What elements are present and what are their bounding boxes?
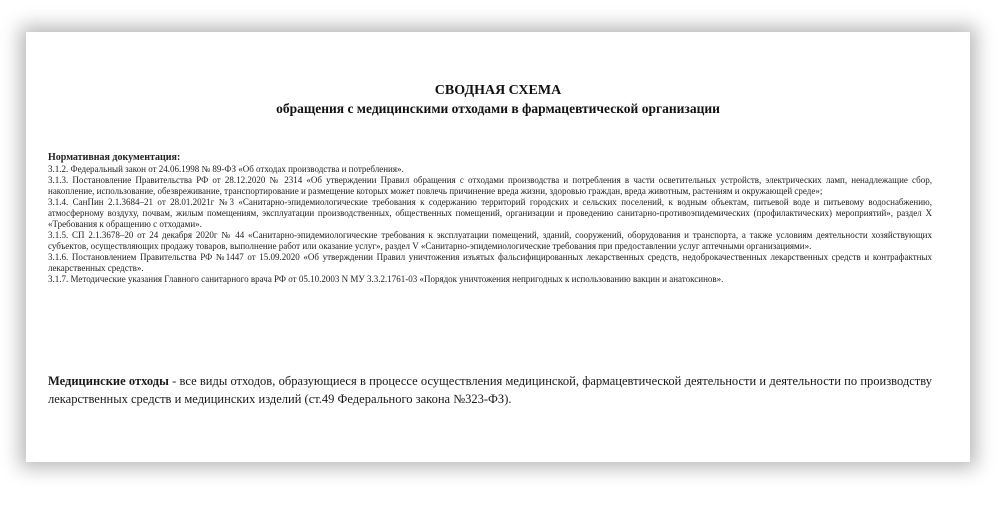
normative-item: 3.1.4. СанПин 2.1.3684–21 от 28.01.2021г №3 «Санитарно-эпидемиологические требования к содержанию территорий городских и сельских поселений, к водным объектам, питьевой воде и питьевому водоснабжению, атмосферному воздуху, почвам, жилым помещениям, эксплуатации производственных, общественных помещений, организации и проведению санитарно-противоэпидемических (профилактических) мероприятий», раздел Х «Требования к обращению с отходами».: [48, 197, 932, 229]
normative-heading: Нормативная документация:: [48, 152, 181, 163]
definition-term: Медицинские отходы: [48, 374, 169, 388]
normative-item: 3.1.5. СП 2.1.3678–20 от 24 декабря 2020г № 44 «Санитарно-эпидемиологические требования к эксплуатации помещений, зданий, сооружений, оборудования и транспорта, а также условиям деятельности хозяйствующих субъектов, осуществляющих продажу товаров, выполнение работ или оказание услуг», раздел V «Санитарно-эпидемиологические требования при предоставлении услуг аптечными организациями».: [48, 230, 932, 251]
normative-item: 3.1.7. Методические указания Главного санитарного врача РФ от 05.10.2003 N МУ 3.3.2.1761-03 «Порядок уничтожения непригодных к использованию вакцин и анатоксинов».: [48, 274, 724, 284]
definition-paragraph: [48, 372, 932, 408]
document-page: [26, 32, 970, 462]
definition-text: - все виды отходов, образующиеся в процессе осуществления медицинской, фармацевтической деятельности и деятельности по производству лекарственных средств и медицинских изделий (ст.49 Федерального закона №323-ФЗ).: [48, 374, 932, 406]
normative-item: 3.1.2. Федеральный закон от 24.06.1998 № 89-ФЗ «Об отходах производства и потребления».: [48, 164, 404, 174]
document-title: СВОДНАЯ СХЕМА: [434, 83, 562, 98]
document-subtitle: обращения с медицинскими отходами в фармацевтической организации: [276, 101, 720, 116]
normative-item: 3.1.3. Постановление Правительства РФ от 28.12.2020 № 2314 «Об утверждении Правил обращения с отходами производства и потребления в части осветительных устройств, электрических ламп, ненадлежащие сбор, накопление, использование, обезвреживание, транспортирование и размещение которых может повлечь причинение вреда жизни, здоровью граждан, вреда животным, растениям и окружающей среде»;: [48, 175, 932, 196]
normative-documents-section: [48, 152, 932, 285]
normative-item: 3.1.6. Постановлением Правительства РФ №1447 от 15.09.2020 «Об утверждении Правил уничтожения изъятых фальсифицированных лекарственных средств, недоброкачественных лекарственных средств и контрафактных лекарственных средств».: [48, 252, 932, 273]
